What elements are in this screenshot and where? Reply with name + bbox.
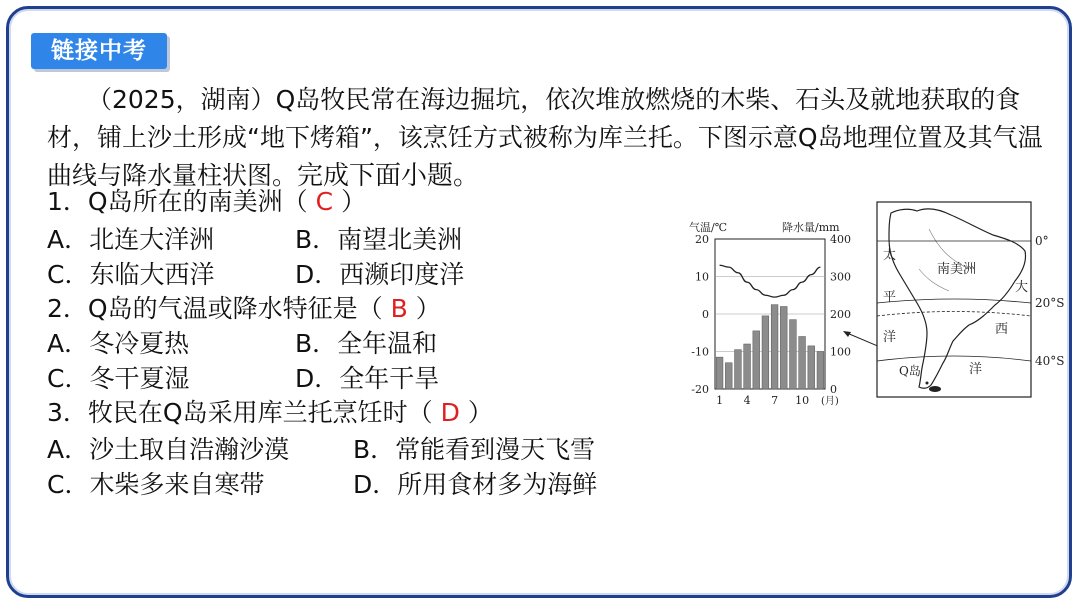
precipitation-bar: [725, 363, 732, 389]
climate-chart: [679, 209, 869, 409]
precipitation-bar: [771, 305, 778, 389]
right-tick-label: 400: [830, 233, 851, 246]
x-tick-label: 4: [743, 394, 751, 407]
question-intro: [47, 81, 1047, 195]
question-1: 1．Q岛所在的南美洲（ C ）: [47, 185, 366, 219]
precipitation-bar: [790, 320, 797, 389]
precipitation-bar: [716, 357, 723, 389]
option-3a: A．沙土取自浩瀚沙漠: [47, 435, 290, 464]
left-tick-label: 10: [695, 270, 709, 284]
left-tick-label: 20: [695, 233, 709, 246]
precipitation-bar: [762, 316, 769, 389]
intro-text: （2025，湖南）Q岛牧民常在海边掘坑，依次堆放燃烧的木柴、石头及就地获取的食材，铺上沙土形成“地下烤箱”，该烹饪方式被称为库兰托。下图示意Q岛地理位置及其气温曲线与降水量柱状图。: [47, 85, 1043, 190]
precipitation-bar: [735, 350, 742, 389]
option-1c: C．东临大西洋: [47, 260, 215, 289]
option-1b: B．南望北美洲: [295, 225, 463, 254]
right-tick-label: 100: [830, 345, 851, 359]
option-2b: B．全年温和: [295, 329, 438, 358]
right-tick-label: 200: [830, 308, 851, 321]
right-tick-label: 0: [830, 383, 837, 396]
option-3c: C．木柴多来自寒带: [47, 470, 265, 499]
precipitation-bar: [799, 337, 806, 390]
option-3b: B．常能看到漫天飞雪: [353, 435, 596, 464]
atlantic-char-3: 洋: [969, 362, 983, 377]
right-tick-label: 300: [830, 270, 851, 284]
precipitation-bar: [808, 346, 815, 389]
slide-frame: [6, 6, 1072, 598]
x-tick-label: 7: [771, 394, 779, 407]
south-america-map: [869, 199, 1069, 409]
atlantic-char-1: 大: [1015, 280, 1029, 295]
precipitation-bar: [744, 344, 751, 389]
left-tick-label: -20: [691, 383, 709, 396]
lat-label-40s: 40°S: [1035, 354, 1065, 368]
pacific-char-1: 太: [883, 248, 897, 263]
option-1a: A．北连大洋洲: [47, 225, 215, 254]
pacific-char-2: 平: [883, 290, 897, 305]
left-tick-label: -10: [691, 345, 709, 359]
x-tick-label: 1: [716, 394, 724, 407]
precipitation-bar: [780, 307, 787, 390]
left-tick-label: 0: [702, 308, 709, 321]
lat-label-0: 0°: [1035, 234, 1049, 248]
question-2: 2．Q岛的气温或降水特征是（ B ）: [47, 292, 441, 326]
section-tag: 链接中考: [31, 33, 167, 69]
option-2c: C．冬干夏湿: [47, 364, 190, 393]
answer-1: C: [315, 187, 334, 216]
left-axis-title: 气温/℃: [689, 221, 728, 234]
island-dot: [926, 382, 929, 385]
precipitation-bar: [817, 352, 824, 390]
x-unit-label: (月): [821, 396, 839, 407]
island-q-mark: [929, 386, 941, 392]
precipitation-bar: [753, 331, 760, 389]
answer-3: D: [440, 398, 460, 427]
island-label: Q岛: [899, 364, 921, 378]
temperature-line: [720, 265, 821, 297]
x-tick-label: 10: [795, 394, 810, 407]
pacific-char-3: 洋: [883, 330, 897, 345]
option-3d: D．所用食材多为海鲜: [353, 470, 598, 499]
intro-tail: 完成下面小题。: [297, 161, 480, 191]
atlantic-char-2: 西: [995, 322, 1009, 337]
continent-label: 南美洲: [937, 262, 977, 277]
right-axis-title: 降水量/mm: [782, 221, 840, 234]
option-2a: A．冬冷夏热: [47, 329, 190, 358]
option-2d: D．全年干旱: [295, 364, 440, 393]
option-1d: D．西濒印度洋: [295, 260, 465, 289]
answer-2: B: [390, 294, 408, 323]
question-3: 3．牧民在Q岛采用库兰托烹饪时（ D ）: [47, 396, 493, 430]
lat-label-20s: 20°S: [1035, 296, 1065, 310]
